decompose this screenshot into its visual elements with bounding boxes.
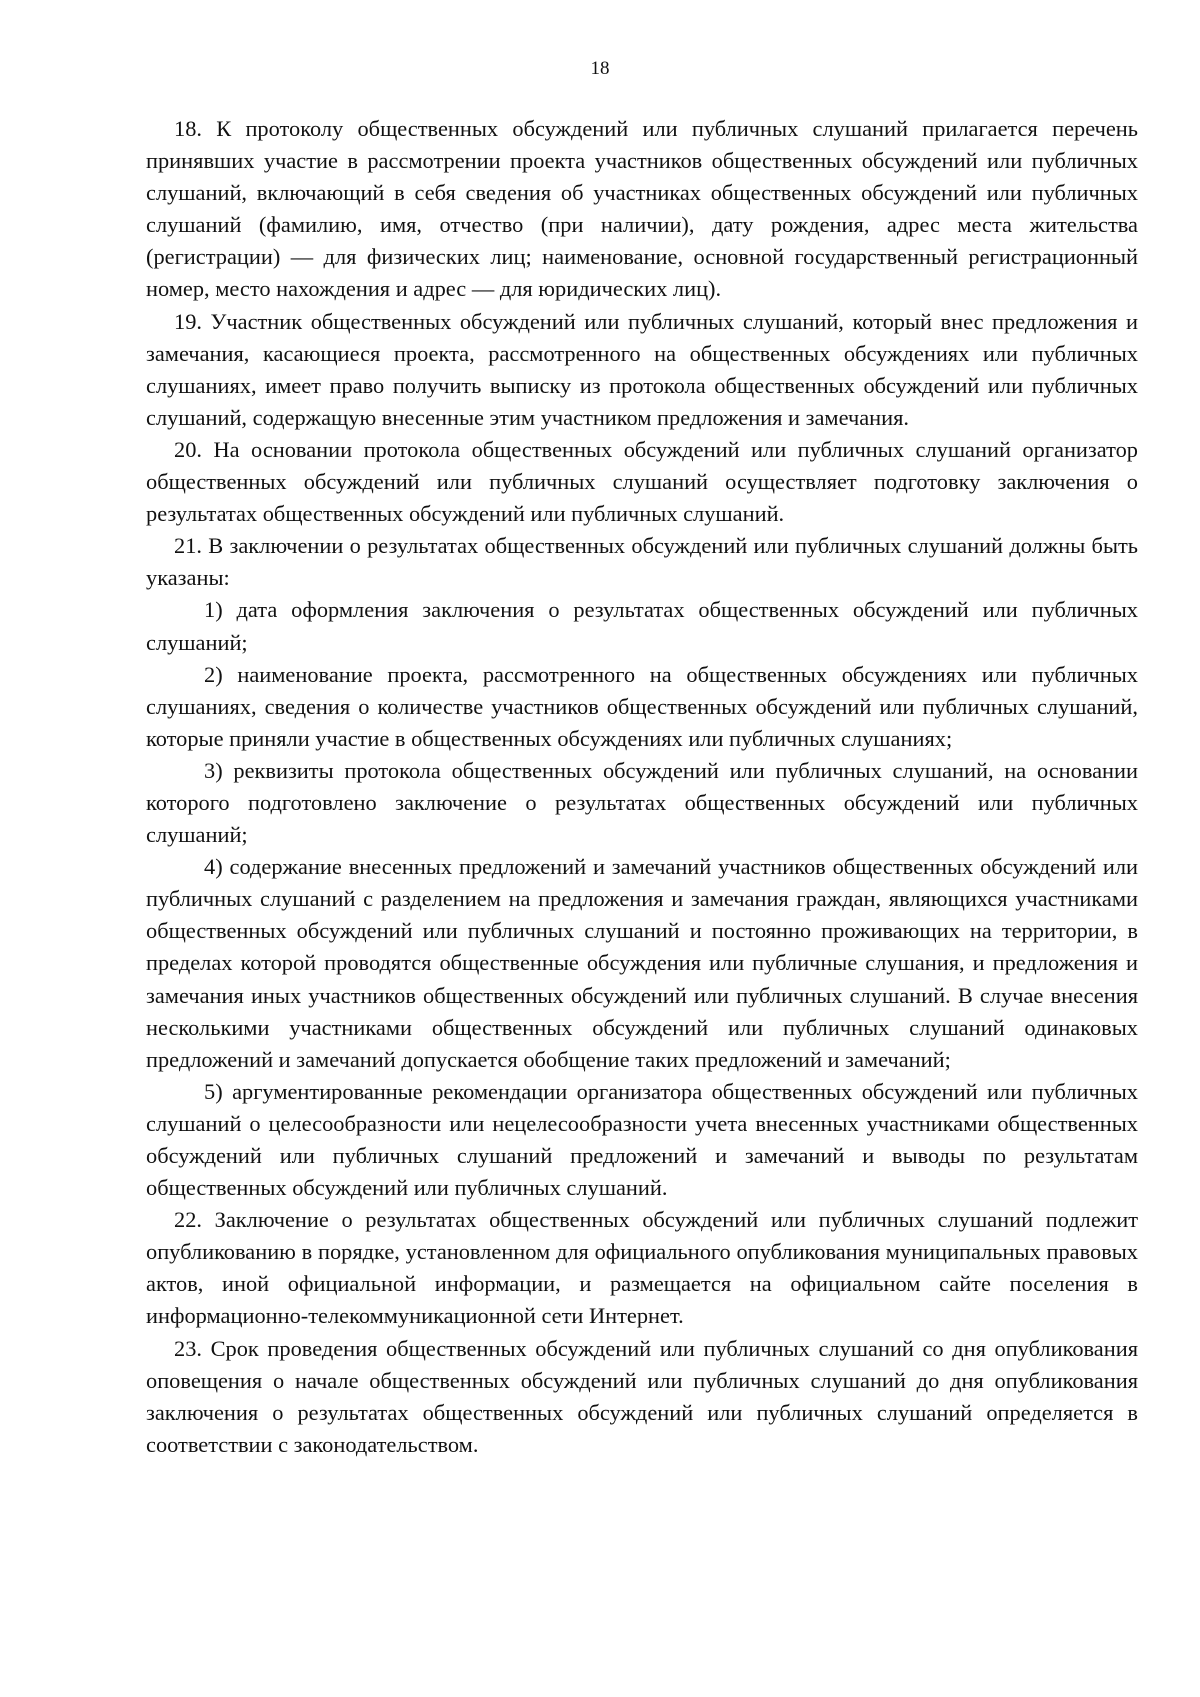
paragraph-21: 21. В заключении о результатах общественных обсуждений или публичных слушаний должны быть указаны:	[146, 533, 1138, 591]
page-number: 18	[590, 58, 610, 79]
paragraph-23: 23. Срок проведения общественных обсуждений или публичных слушаний со дня опубликования оповещения о начале общественных обсуждений или публичных слушаний до дня опубликования заключения о результатах общественных обсуждений или публичных слушаний определяется в соответствии с законодательством.	[146, 1335, 1138, 1457]
list-item-1: 1) дата оформления заключения о результатах общественных обсуждений или публичных слушаний;	[146, 597, 1138, 655]
list-item-5: 5) аргументированные рекомендации организатора общественных обсуждений или публичных слушаний о целесообразности или нецелесообразности учета внесенных участниками общественных обсуждений или публичных слушаний предложений и замечаний и выводы по результатам общественных обсуждений или публичных слушаний.	[146, 1078, 1138, 1201]
paragraph-20: 20. На основании протокола общественных обсуждений или публичных слушаний организатор общественных обсуждений или публичных слушаний осуществляет подготовку заключения о результатах общественных обсуждений или публичных слушаний.	[146, 436, 1138, 527]
paragraph-22: 22. Заключение о результатах общественных обсуждений или публичных слушаний подлежит опубликованию в порядке, установленном для официального опубликования муниципальных правовых актов, иной официальной информации, и размещается на официальном сайте поселения в информационно-телекоммуникационной сети Интернет.	[146, 1207, 1138, 1329]
list-item-4: 4) содержание внесенных предложений и замечаний участников общественных обсуждений или публичных слушаний с разделением на предложения и замечания граждан, являющихся участниками общественных обсуждений или публичных слушаний и постоянно проживающих на территории, в пределах которой проводятся общественные обсуждения или публичные слушания, и предложения и замечания иных участников общественных обсуждений или публичных слушаний. В случае внесения несколькими участниками общественных обсуждений или публичных слушаний одинаковых предложений и замечаний допускается обобщение таких предложений и замечаний;	[146, 854, 1138, 1072]
paragraph-19: 19. Участник общественных обсуждений или публичных слушаний, который внес предложения и замечания, касающиеся проекта, рассмотренного на общественных обсуждениях или публичных слушаниях, имеет право получить выписку из протокола общественных обсуждений или публичных слушаний, содержащую внесенные этим участником предложения и замечания.	[146, 308, 1138, 430]
document-body	[146, 113, 1138, 1461]
list-item-3: 3) реквизиты протокола общественных обсуждений или публичных слушаний, на основании которого подготовлено заключение о результатах общественных обсуждений или публичных слушаний;	[146, 757, 1138, 848]
paragraph-18: 18. К протоколу общественных обсуждений или публичных слушаний прилагается перечень принявших участие в рассмотрении проекта участников общественных обсуждений или публичных слушаний, включающий в себя сведения об участниках общественных обсуждений или публичных слушаний (фамилию, имя, отчество (при наличии), дату рождения, адрес места жительства (регистрации) — для физических лиц; наименование, основной государственный регистрационный номер, место нахождения и адрес — для юридических лиц).	[146, 116, 1138, 302]
list-item-2: 2) наименование проекта, рассмотренного на общественных обсуждениях или публичных слушаниях, сведения о количестве участников общественных обсуждений или публичных слушаний, которые приняли участие в общественных обсуждениях или публичных слушаниях;	[146, 661, 1138, 751]
